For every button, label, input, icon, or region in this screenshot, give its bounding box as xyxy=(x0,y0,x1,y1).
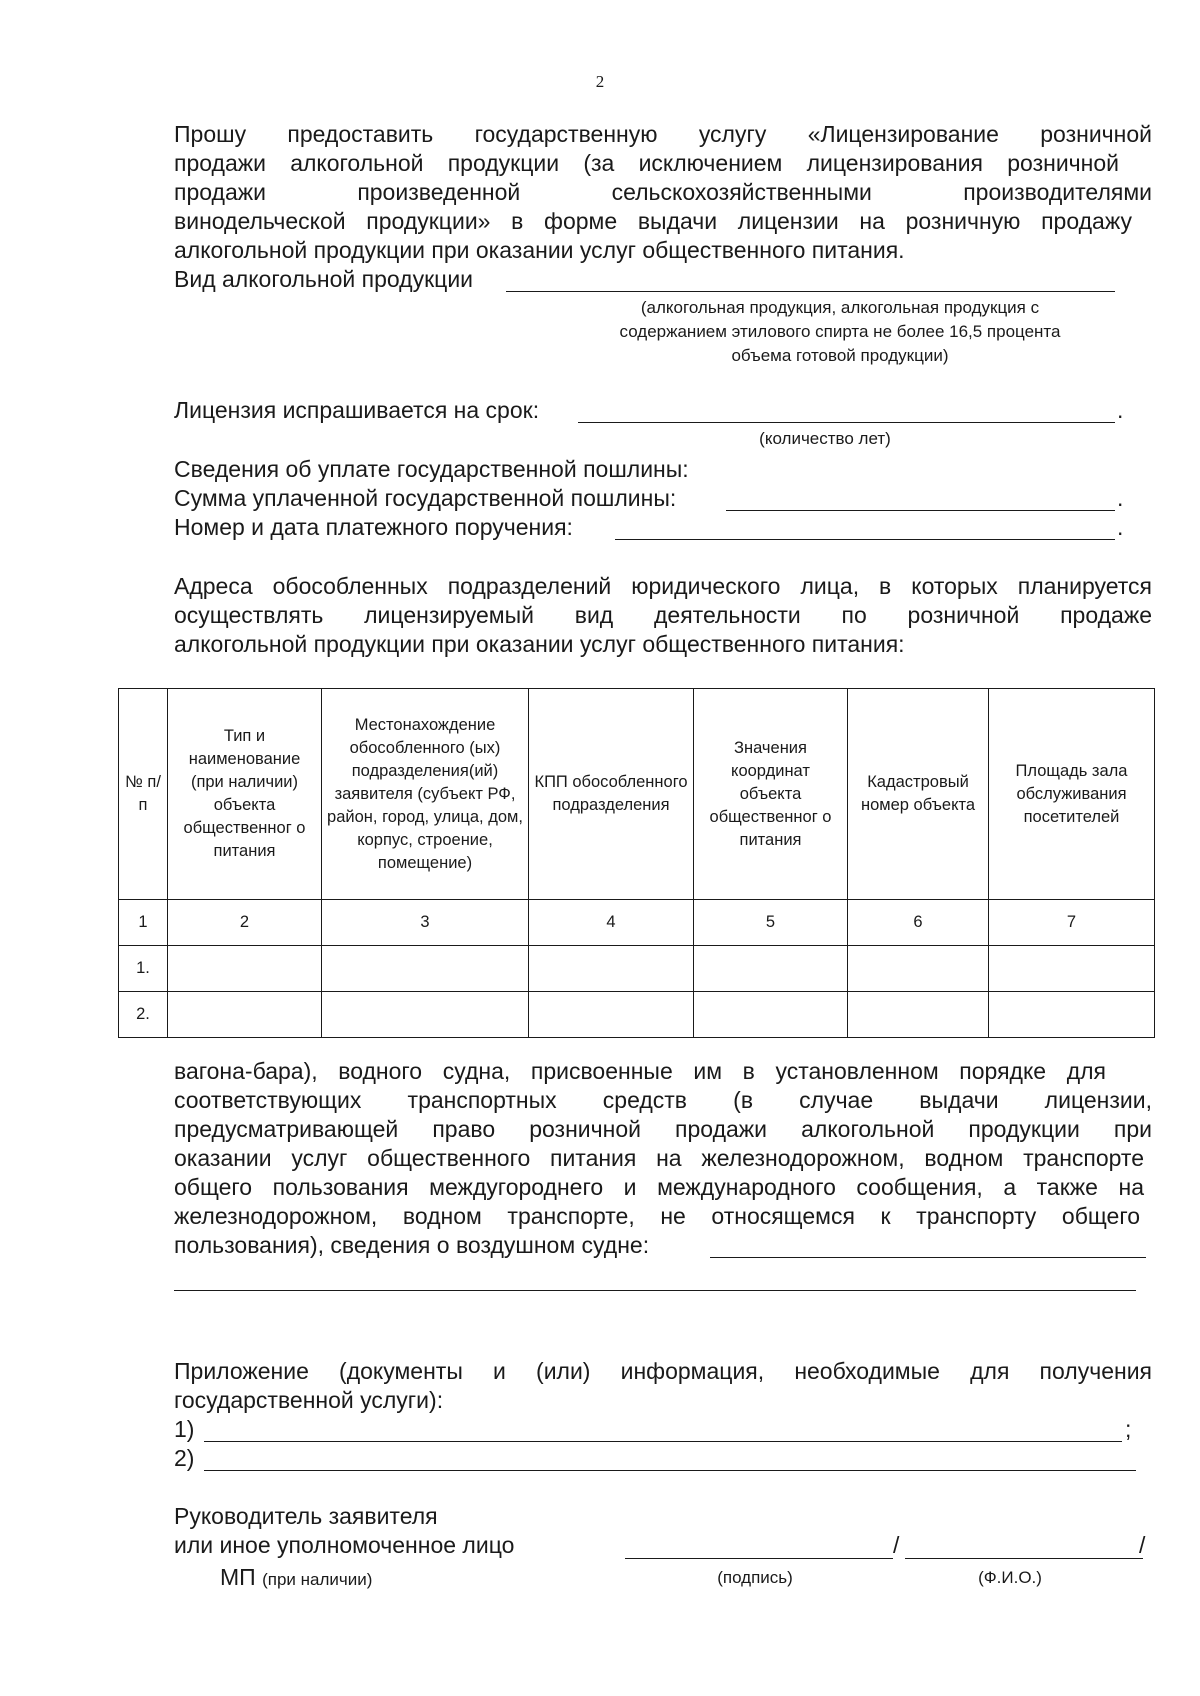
request-line: винодельческой продукции» в форме выдачи лицензии на розничную продажу xyxy=(174,208,1132,234)
request-line: продажи алкогольной продукции (за исключением лицензирования розничной xyxy=(174,150,1119,176)
request-line: Прошу предоставить государственную услугу «Лицензирование розничной xyxy=(174,121,1152,147)
transport-line: оказании услуг общественного питания на железнодорожном, водном транспорте xyxy=(174,1145,1144,1171)
column-number: 3 xyxy=(322,900,529,946)
table-cell[interactable] xyxy=(848,946,989,992)
column-number: 2 xyxy=(168,900,322,946)
attachments-line: государственной услуги): xyxy=(174,1387,444,1413)
row-number: 2. xyxy=(119,992,168,1038)
fee-amount-end: . xyxy=(1117,485,1124,511)
page-number: 2 xyxy=(595,72,605,91)
product-type-field[interactable] xyxy=(506,291,1115,292)
addresses-line: осуществлять лицензируемый вид деятельности по розничной продаже xyxy=(174,602,1152,628)
column-number: 4 xyxy=(529,900,694,946)
transport-line: железнодорожном, водном транспорте, не относящемся к транспорту общего xyxy=(174,1203,1140,1229)
table-row xyxy=(119,946,1155,992)
column-number: 6 xyxy=(848,900,989,946)
column-number: 1 xyxy=(119,900,168,946)
payment-order-label: Номер и дата платежного поручения: xyxy=(174,514,573,540)
transport-line: общего пользования междугороднего и международного сообщения, а также на xyxy=(174,1174,1144,1200)
header-number: № п/п xyxy=(119,689,168,900)
transport-line: предусматривающей право розничной продажи алкогольной продукции при xyxy=(174,1116,1152,1142)
table-cell[interactable] xyxy=(989,946,1155,992)
request-line: продажи произведенной сельскохозяйственными производителями xyxy=(174,179,1152,205)
aircraft-field-continued[interactable] xyxy=(174,1290,1136,1291)
attachment-item-field[interactable] xyxy=(204,1441,1122,1442)
attachment-item-number: 2) xyxy=(174,1445,195,1471)
full-name-separator: / xyxy=(1139,1532,1146,1558)
header-cadastral-number: Кадастровый номер объекта xyxy=(848,689,989,900)
fee-heading: Сведения об уплате государственной пошлины: xyxy=(174,456,689,482)
table-cell[interactable] xyxy=(168,992,322,1038)
stamp-main: МП xyxy=(220,1564,256,1590)
payment-order-end: . xyxy=(1117,514,1124,540)
column-number: 5 xyxy=(694,900,848,946)
product-type-note: (алкогольная продукция, алкогольная продукция с содержанием этилового спирта не более 16,5 процента объема готовой продукции) xyxy=(619,298,1061,365)
table-cell[interactable] xyxy=(322,992,529,1038)
request-line: алкогольной продукции при оказании услуг общественного питания. xyxy=(174,237,905,263)
attachments-line: Приложение (документы и (или) информация, необходимые для получения xyxy=(174,1358,1152,1384)
attachment-item-end: ; xyxy=(1125,1416,1132,1442)
signature-note: (подпись) xyxy=(717,1568,793,1587)
column-number: 7 xyxy=(989,900,1155,946)
attachment-item-number: 1) xyxy=(174,1416,195,1442)
header-object-type: Тип и наименование (при наличии) объекта общественног о питания xyxy=(168,689,322,900)
aircraft-label: пользования), сведения о воздушном судне: xyxy=(174,1232,650,1258)
signature-separator: / xyxy=(893,1532,900,1558)
table-cell[interactable] xyxy=(848,992,989,1038)
addresses-line: алкогольной продукции при оказании услуг общественного питания: xyxy=(174,631,905,657)
table-column-numbers-row xyxy=(119,900,1155,946)
signature-field[interactable] xyxy=(625,1558,893,1559)
head-label: Руководитель заявителя xyxy=(174,1503,438,1529)
transport-line: соответствующих транспортных средств (в случае выдачи лицензии, xyxy=(174,1087,1152,1113)
table-cell[interactable] xyxy=(168,946,322,992)
full-name-field[interactable] xyxy=(905,1558,1143,1559)
table-cell[interactable] xyxy=(529,946,694,992)
aircraft-field[interactable] xyxy=(710,1257,1146,1258)
attachment-item-field[interactable] xyxy=(204,1470,1136,1471)
license-term-note: (количество лет) xyxy=(759,429,891,448)
product-type-label: Вид алкогольной продукции xyxy=(174,266,474,292)
header-coordinates: Значения координат объекта общественног о питания xyxy=(694,689,848,900)
header-kpp: КПП обособленного подразделения xyxy=(529,689,694,900)
table-cell[interactable] xyxy=(694,992,848,1038)
table-cell[interactable] xyxy=(322,946,529,992)
header-hall-area: Площадь зала обслуживания посетителей xyxy=(989,689,1155,900)
license-term-end: . xyxy=(1117,397,1124,423)
attachments-heading xyxy=(174,1357,1152,1415)
addresses-line: Адреса обособленных подразделений юридического лица, в которых планируется xyxy=(174,573,1152,599)
table-row xyxy=(119,992,1155,1038)
stamp-note: (при наличии) xyxy=(262,1570,373,1589)
stamp-label xyxy=(220,1563,372,1594)
header-location: Местонахождение обособленного (ых) подразделения(ий) заявителя (субъект РФ, район, город, улица, дом, корпус, строение, помещение) xyxy=(322,689,529,900)
table-cell[interactable] xyxy=(694,946,848,992)
table-cell[interactable] xyxy=(529,992,694,1038)
transport-paragraph xyxy=(174,1057,1152,1231)
transport-line: вагона-бара), водного судна, присвоенные им в установленном порядке для xyxy=(174,1058,1106,1084)
table-header-row xyxy=(119,689,1155,900)
license-term-field[interactable] xyxy=(578,422,1115,423)
table-cell[interactable] xyxy=(989,992,1155,1038)
authorized-person-label: или иное уполномоченное лицо xyxy=(174,1532,515,1558)
fee-amount-field[interactable] xyxy=(726,510,1115,511)
addresses-paragraph xyxy=(174,572,1152,659)
row-number: 1. xyxy=(119,946,168,992)
request-paragraph xyxy=(174,120,1152,265)
payment-order-field[interactable] xyxy=(615,539,1115,540)
license-term-label: Лицензия испрашивается на срок: xyxy=(174,397,540,423)
full-name-note: (Ф.И.О.) xyxy=(978,1568,1042,1587)
subdivisions-table xyxy=(118,688,1155,1038)
fee-amount-label: Сумма уплаченной государственной пошлины: xyxy=(174,485,677,511)
